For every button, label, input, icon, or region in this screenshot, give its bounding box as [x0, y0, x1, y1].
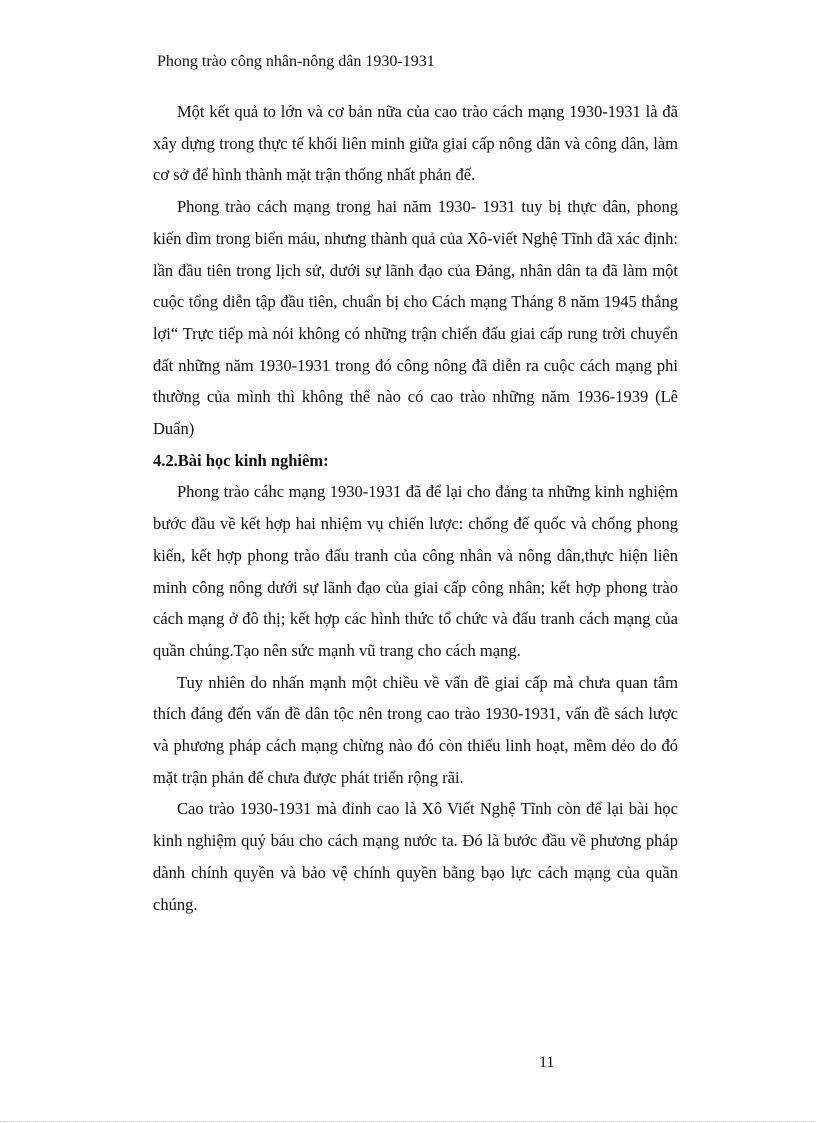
paragraph-nghe-tinh-soviet: Phong trào cách mạng trong hai năm 1930- 1931 tuy bị thực dân, phong kiến dìm trong biển máu, nhưng thành quả của Xô-viết Nghệ Tĩnh đã xác định: lần đầu tiên trong lịch sử, dưới sự lãnh đạo của Đảng, nhân dân ta đã làm một cuộc tổng diễn tập đầu tiên, chuẩn bị cho Cách mạng Tháng 8 năm 1945 thắng lợi“ Trực tiếp mà nói không có những trận chiến đấu giai cấp rung trời chuyển đất những năm 1930-1931 trong đó công nông đã diễn ra cuộc cách mạng phi thường của mình thì không thể nào có cao trào những năm 1936-1939 (Lê Duẩn)	[153, 197, 678, 439]
section-heading-lessons: 4.2.Bài học kinh nghiêm:	[153, 450, 329, 470]
running-header: Phong trào công nhân-nông dân 1930-1931	[157, 53, 435, 70]
paragraph-alliance-result: Một kết quả to lớn và cơ bản nữa của cao trào cách mạng 1930-1931 là đã xây dựng trong thực tế khối liên minh giữa giai cấp nông dân và công dân, làm cơ sở để hình thành mặt trận thống nhất phản đế.	[153, 102, 678, 185]
paragraph-valuable-lesson: Cao trào 1930-1931 mà đỉnh cao là Xô Viết Nghệ Tĩnh còn để lại bài học kinh nghiệm quý báu cho cách mạng nước ta. Đó là bước đầu về phương pháp dành chính quyền và bảo vệ chính quyền bằng bạo lực cách mạng của quần chúng.	[153, 799, 678, 914]
page-number: 11	[539, 1054, 555, 1071]
body-text	[153, 96, 678, 920]
paragraph-limitations: Tuy nhiên do nhấn mạnh một chiều về vấn đề giai cấp mà chưa quan tâm thích đáng đến vấn đề dân tộc nên trong cao trào 1930-1931, vấn đề sách lược và phương pháp cách mạng chừng nào đó còn thiếu linh hoạt, mềm dẻo do đó mặt trận phản đế chưa được phát triển rộng rãi.	[153, 672, 678, 787]
page-bottom-rule	[0, 1121, 816, 1122]
paragraph-lessons-learned: Phong trào cáhc mạng 1930-1931 đã để lại cho đảng ta những kinh nghiệm bước đầu về kết hợp hai nhiệm vụ chiến lược: chống đế quốc và chống phong kiến, kết hợp phong trào đấu tranh của công nhân và nông dân,thực hiện liên minh công nông dưới sự lãnh đạo của giai cấp công nhân; kết hợp phong trào cách mạng ở đô thị; kết hợp các hình thức tổ chức và đấu tranh cách mạng của quần chúng.Tạo nên sức mạnh vũ trang cho cách mạng.	[153, 482, 678, 660]
